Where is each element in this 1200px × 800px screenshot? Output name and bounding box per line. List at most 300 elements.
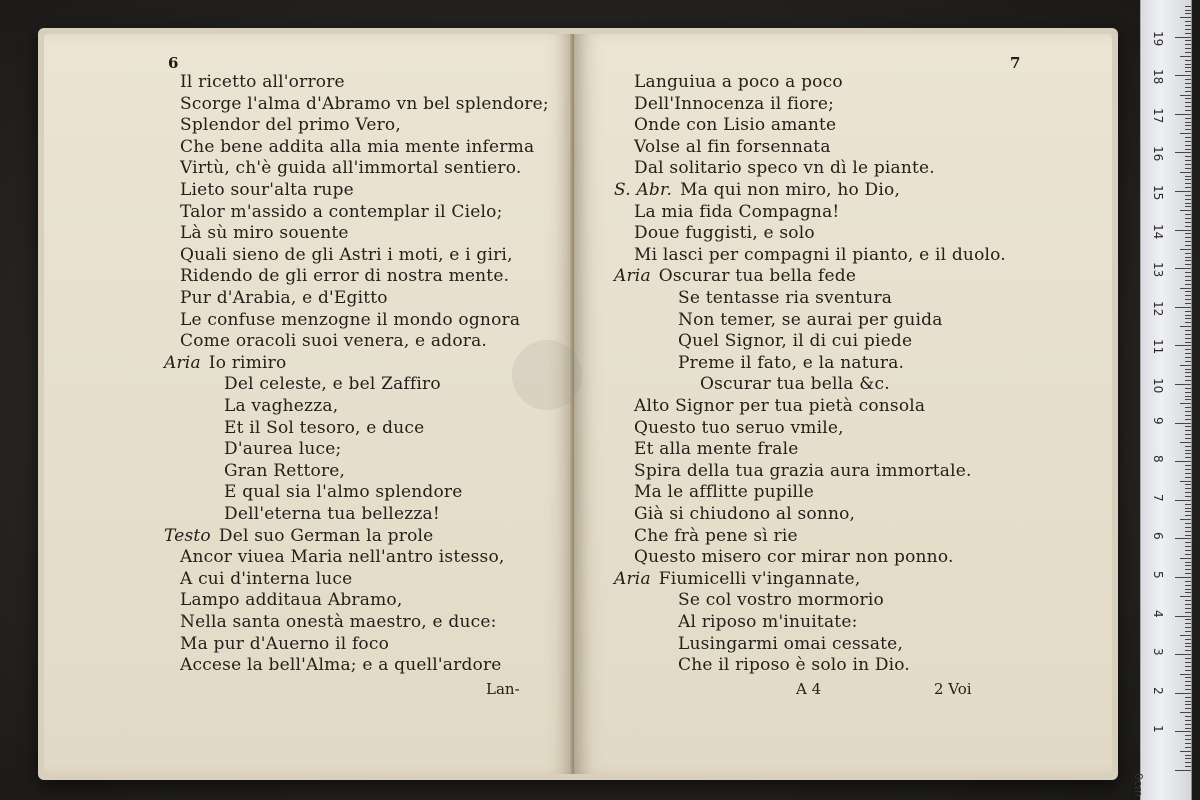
ruler-tick (1185, 430, 1191, 431)
ruler-tick (1185, 446, 1191, 447)
text-line (180, 180, 354, 200)
verse-text: Nella santa onestà maestro, e duce: (180, 612, 497, 632)
text-line (224, 504, 440, 524)
ruler-tick (1185, 10, 1191, 11)
ruler-tick (1175, 577, 1191, 578)
verse-text: Pur d'Arabia, e d'Egitto (180, 288, 388, 308)
right-page-text (574, 34, 1112, 774)
ruler-tick (1180, 751, 1191, 752)
ruler-tick (1185, 253, 1191, 254)
ruler-tick (1185, 758, 1191, 759)
text-line (634, 137, 831, 157)
ruler-tick (1185, 523, 1191, 524)
ruler-tick (1185, 581, 1191, 582)
ruler-tick (1180, 210, 1191, 211)
ruler-tick (1175, 654, 1191, 655)
ruler-number: 9 (1151, 416, 1165, 425)
verse-text: Scorge l'alma d'Abramo vn bel splendore; (180, 93, 549, 114)
ruler-tick (1185, 315, 1191, 316)
text-line (180, 547, 505, 567)
ruler-number: 18 (1151, 69, 1165, 85)
left-page-number: 6 (168, 54, 179, 72)
ruler-tick (1185, 218, 1191, 219)
ruler-tick (1185, 168, 1191, 169)
ruler-number: 1 (1151, 725, 1165, 734)
text-line (700, 374, 890, 394)
verse-text: Talor m'assido a contemplar il Cielo; (180, 201, 503, 222)
verse-text: Fiumicelli v'ingannate, (658, 568, 861, 589)
text-line (224, 461, 345, 481)
ruler-tick (1185, 64, 1191, 65)
text-line (634, 461, 972, 481)
ruler-tick (1185, 303, 1191, 304)
ruler-tick (1185, 411, 1191, 412)
measuring-ruler (1132, 0, 1192, 800)
ruler-number: 13 (1151, 262, 1165, 278)
ruler-number: 8 (1151, 455, 1165, 463)
left-catchword: Lan- (486, 680, 520, 698)
text-line (180, 655, 502, 675)
verse-text: Quel Signor, il di cui piede (678, 331, 913, 352)
ruler-tick (1185, 488, 1191, 489)
ruler-tick (1185, 392, 1191, 393)
text-line (164, 353, 286, 373)
ruler-tick (1185, 372, 1191, 373)
ruler-tick (1180, 288, 1191, 289)
ruler-number: 12 (1151, 300, 1165, 317)
ruler-tick (1185, 419, 1191, 420)
ruler-tick (1185, 272, 1191, 273)
ruler-tick (1185, 550, 1191, 551)
ruler-tick (1185, 67, 1191, 68)
ruler-tick (1185, 612, 1191, 613)
ruler-tick (1185, 199, 1191, 200)
text-line (180, 612, 497, 632)
ruler-tick (1180, 712, 1191, 713)
text-line (180, 331, 487, 351)
ruler-tick (1185, 98, 1191, 99)
ruler-number: 16 (1151, 146, 1165, 162)
text-line (224, 482, 463, 502)
text-line (614, 569, 860, 589)
text-line (180, 223, 349, 243)
ruler-tick (1185, 496, 1191, 497)
ruler-tick (1185, 426, 1191, 427)
verse-text: Lusingarmi omai cessate, (678, 633, 904, 654)
verse-text: Al riposo m'inuitate: (678, 612, 858, 632)
ruler-tick (1180, 326, 1191, 327)
ruler-tick (1185, 187, 1191, 188)
ruler-tick (1185, 83, 1191, 84)
verse-text: Non temer, se aurai per guida (678, 309, 943, 330)
ruler-tick (1185, 118, 1191, 119)
ruler-number: 19 (1151, 30, 1165, 46)
ruler-tick (1175, 693, 1191, 694)
verse-text: Lampo additaua Abramo, (180, 590, 403, 611)
ruler-number: 7 (1151, 493, 1165, 502)
text-line (180, 202, 503, 222)
ruler-tick (1185, 415, 1191, 416)
ruler-number: 3 (1151, 648, 1165, 656)
ruler-tick (1185, 492, 1191, 493)
ruler-number: 4 (1151, 609, 1165, 618)
verse-text: Se col vostro mormorio (678, 590, 884, 611)
text-line (634, 94, 834, 114)
text-line (224, 418, 424, 438)
verse-text: Come oracoli suoi venera, e adora. (180, 331, 488, 352)
text-line (164, 526, 433, 546)
ruler-tick (1185, 565, 1191, 566)
ruler-tick (1185, 484, 1191, 485)
ruler-tick (1180, 172, 1191, 173)
ruler-tick (1185, 87, 1191, 88)
ruler-tick (1185, 361, 1191, 362)
text-line (180, 245, 513, 265)
ruler-tick (1185, 203, 1191, 204)
ruler-tick (1185, 125, 1191, 126)
verse-text: Splendor del primo Vero, (180, 115, 401, 136)
ruler-tick (1185, 600, 1191, 601)
ruler-number: 15 (1151, 185, 1165, 201)
ruler-tick (1175, 423, 1191, 424)
ruler-tick (1185, 195, 1191, 196)
ruler-tick (1185, 25, 1191, 26)
ruler-tick (1185, 264, 1191, 265)
text-line (678, 655, 910, 675)
ruler-tick (1185, 399, 1191, 400)
ruler-tick (1185, 91, 1191, 92)
text-line (180, 266, 509, 286)
verse-text: Ridendo de gli error di nostra mente. (180, 266, 510, 287)
ruler-tick (1185, 257, 1191, 258)
ruler-tick (1185, 631, 1191, 632)
verse-text: Le confuse menzogne il mondo ognora (180, 309, 521, 330)
ruler-tick (1185, 353, 1191, 354)
ruler-number: 17 (1151, 107, 1165, 124)
ruler-tick (1180, 635, 1191, 636)
ruler-tick (1185, 52, 1191, 53)
ruler-tick (1175, 345, 1191, 346)
verse-text: Doue fuggisti, e solo (634, 223, 815, 244)
ruler-tick (1185, 276, 1191, 277)
ruler-tick (1185, 106, 1191, 107)
text-line (634, 245, 1006, 265)
ruler-tick (1185, 650, 1191, 651)
verse-text: A cui d'interna luce (180, 568, 353, 589)
ruler-tick (1185, 388, 1191, 389)
ruler-tick (1185, 573, 1191, 574)
ruler-number: 5 (1151, 571, 1165, 579)
verse-text: Lieto sour'alta rupe (180, 180, 354, 200)
ruler-tick (1185, 214, 1191, 215)
ruler-tick (1185, 477, 1191, 478)
text-line (180, 137, 534, 157)
right-catchword: 2 Voi (934, 680, 972, 698)
watermark-logo (490, 340, 630, 520)
ruler-tick (1180, 365, 1191, 366)
verse-text: Questo tuo seruo vmile, (634, 417, 844, 438)
ruler-tick (1185, 29, 1191, 30)
text-line (180, 158, 521, 178)
ruler-tick (1185, 160, 1191, 161)
verse-text: Et il Sol tesoro, e duce (224, 417, 425, 438)
verse-text: La mia fida Compagna! (634, 201, 840, 222)
ruler-tick (1185, 110, 1191, 111)
text-line (224, 396, 338, 416)
ruler-tick (1185, 504, 1191, 505)
verse-text: Del suo German la prole (218, 525, 434, 546)
ruler-tick (1185, 535, 1191, 536)
ruler-tick (1185, 685, 1191, 686)
verse-text: Che frà pene sì rie (634, 525, 798, 546)
ruler-tick (1175, 770, 1191, 771)
verse-text: Languiua a poco a poco (634, 72, 843, 92)
ruler-tick (1185, 237, 1191, 238)
verse-text: Dell'Innocenza il fiore; (634, 93, 835, 114)
verse-text: Io rimiro (208, 352, 287, 373)
ruler-tick (1185, 6, 1191, 7)
ruler-tick (1185, 284, 1191, 285)
watermark-circle-icon (512, 340, 582, 410)
ruler-tick (1185, 311, 1191, 312)
ruler-tick (1175, 307, 1191, 308)
ruler-tick (1185, 739, 1191, 740)
ruler-tick (1185, 708, 1191, 709)
ruler-tick (1185, 762, 1191, 763)
ruler-tick (1185, 137, 1191, 138)
ruler-tick (1185, 33, 1191, 34)
ruler-tick (1180, 95, 1191, 96)
ruler-tick (1185, 369, 1191, 370)
ruler-tick (1185, 44, 1191, 45)
text-line (634, 418, 844, 438)
text-line (678, 634, 903, 654)
ruler-tick (1180, 519, 1191, 520)
verse-text: Ma pur d'Auerno il foco (180, 633, 390, 654)
ruler-tick (1180, 442, 1191, 443)
ruler-tick (1180, 596, 1191, 597)
ruler-tick (1185, 666, 1191, 667)
speaker-label: Aria (614, 568, 651, 589)
ruler-number: 14 (1151, 223, 1165, 239)
verse-text: Se tentasse ria sventura (678, 288, 893, 308)
verse-text: Del celeste, e bel Zaffiro (224, 374, 441, 395)
ruler-tick (1175, 384, 1191, 385)
verse-text: Gran Rettore, (224, 460, 346, 481)
ruler-tick (1185, 531, 1191, 532)
ruler-tick (1185, 735, 1191, 736)
verse-text: Spira della tua grazia aura immortale. (634, 460, 972, 481)
verse-text: Accese la bell'Alma; e a quell'ardore (180, 655, 502, 676)
ruler-tick (1175, 461, 1191, 462)
ruler-tick (1185, 129, 1191, 130)
verse-text: Onde con Lisio amante (634, 115, 837, 136)
verse-text: D'aurea luce; (224, 439, 342, 460)
ruler-tick (1185, 280, 1191, 281)
text-line (678, 288, 892, 308)
ruler-number: 10 (1151, 378, 1165, 394)
ruler-tick (1185, 658, 1191, 659)
ruler-tick (1175, 37, 1191, 38)
ruler-tick (1185, 755, 1191, 756)
text-line (614, 180, 900, 200)
ruler-tick (1185, 562, 1191, 563)
ruler-tick (1185, 743, 1191, 744)
text-line (678, 331, 912, 351)
ruler-tick (1185, 554, 1191, 555)
ruler-tick (1185, 330, 1191, 331)
ruler-tick (1185, 689, 1191, 690)
text-line (180, 72, 345, 92)
ruler-tick (1185, 697, 1191, 698)
ruler-tick (1185, 450, 1191, 451)
text-line (634, 202, 839, 222)
verse-text: E qual sia l'almo splendore (224, 482, 463, 503)
ruler-tick (1185, 592, 1191, 593)
text-line (180, 115, 401, 135)
ruler-tick (1185, 643, 1191, 644)
ruler-tick (1185, 766, 1191, 767)
ruler-tick (1185, 546, 1191, 547)
ruler-tick (1185, 241, 1191, 242)
verse-text: Ma qui non miro, ho Dio, (680, 180, 901, 200)
ruler-tick (1180, 674, 1191, 675)
ruler-tick (1185, 724, 1191, 725)
text-line (224, 439, 341, 459)
ruler-unit: 0cm (1132, 773, 1145, 797)
ruler-tick (1185, 527, 1191, 528)
verse-text: Oscurar tua bella fede (658, 266, 857, 287)
verse-text: Questo misero cor mirar non ponno. (634, 547, 954, 568)
ruler-tick (1185, 376, 1191, 377)
text-line (634, 439, 798, 459)
ruler-tick (1185, 102, 1191, 103)
ruler-number: 6 (1151, 532, 1165, 541)
ruler-tick (1185, 508, 1191, 509)
ruler-tick (1185, 338, 1191, 339)
ruler-tick (1185, 334, 1191, 335)
ruler-tick (1185, 245, 1191, 246)
ruler-tick (1185, 349, 1191, 350)
ruler-tick (1185, 342, 1191, 343)
verse-text: Ma le afflitte pupille (634, 482, 815, 503)
ruler-tick (1185, 542, 1191, 543)
ruler-tick (1185, 662, 1191, 663)
ruler-tick (1185, 357, 1191, 358)
ruler-tick (1185, 589, 1191, 590)
ruler-tick (1185, 322, 1191, 323)
ruler-tick (1185, 141, 1191, 142)
ruler-tick (1185, 608, 1191, 609)
text-line (180, 288, 388, 308)
ruler-tick (1185, 627, 1191, 628)
ruler-tick (1185, 473, 1191, 474)
ruler-tick (1185, 457, 1191, 458)
ruler-tick (1185, 716, 1191, 717)
speaker-label: S. Abr. (614, 180, 673, 200)
ruler-tick (1185, 380, 1191, 381)
text-line (224, 374, 441, 394)
speaker-label: Aria (164, 352, 201, 373)
ruler-tick (1185, 619, 1191, 620)
ruler-tick (1185, 48, 1191, 49)
verse-text: Ancor viuea Maria nell'antro istesso, (180, 547, 505, 568)
ruler-tick (1175, 731, 1191, 732)
text-line (634, 72, 843, 92)
verse-text: Virtù, ch'è guida all'immortal sentiero. (180, 158, 522, 179)
verse-text: Quali sieno de gli Astri i moti, e i giri, (180, 244, 513, 265)
right-page (574, 34, 1112, 774)
ruler-tick (1185, 156, 1191, 157)
text-line (180, 94, 549, 114)
ruler-tick (1185, 646, 1191, 647)
verse-text: Che il riposo è solo in Dio. (678, 655, 911, 676)
ruler-tick (1175, 538, 1191, 539)
text-line (634, 115, 836, 135)
ruler-tick (1185, 453, 1191, 454)
ruler-tick (1185, 71, 1191, 72)
ruler-tick (1185, 681, 1191, 682)
ruler-tick (1175, 114, 1191, 115)
text-line (678, 310, 943, 330)
text-line (634, 526, 798, 546)
ruler-tick (1185, 511, 1191, 512)
ruler-tick (1185, 701, 1191, 702)
ruler-tick (1180, 249, 1191, 250)
verse-text: Dell'eterna tua bellezza! (224, 504, 440, 524)
ruler-tick (1180, 56, 1191, 57)
ruler-tick (1185, 639, 1191, 640)
ruler-tick (1185, 670, 1191, 671)
ruler-tick (1185, 260, 1191, 261)
ruler-tick (1185, 295, 1191, 296)
verse-text: Volse al fin forsennata (634, 136, 831, 157)
ruler-tick (1185, 396, 1191, 397)
ruler-tick (1185, 434, 1191, 435)
ruler-tick (1185, 318, 1191, 319)
ruler-tick (1185, 164, 1191, 165)
verse-text: Dal solitario speco vn dì le piante. (634, 158, 935, 179)
ruler-tick (1185, 145, 1191, 146)
ruler-tick (1185, 21, 1191, 22)
ruler-tick (1185, 179, 1191, 180)
ruler-tick (1180, 17, 1191, 18)
text-line (180, 590, 402, 610)
ruler-tick (1185, 226, 1191, 227)
verse-text: Che bene addita alla mia mente inferma (180, 136, 535, 157)
ruler-tick (1185, 40, 1191, 41)
verse-text: Il ricetto all'orrore (180, 72, 345, 92)
ruler-tick (1180, 558, 1191, 559)
signature-mark: A 4 (796, 680, 822, 698)
verse-text: Già si chiudono al sonno, (634, 504, 856, 524)
ruler-tick (1175, 616, 1191, 617)
text-line (634, 482, 814, 502)
ruler-tick (1185, 438, 1191, 439)
text-line (634, 158, 935, 178)
ruler-tick (1185, 728, 1191, 729)
text-line (180, 569, 352, 589)
ruler-tick (1185, 704, 1191, 705)
ruler-tick (1180, 403, 1191, 404)
ruler-tick (1185, 183, 1191, 184)
text-line (634, 396, 925, 416)
text-line (678, 353, 904, 373)
text-line (180, 310, 520, 330)
ruler-tick (1180, 133, 1191, 134)
verse-text: Et alla mente frale (634, 439, 799, 460)
ruler-tick (1185, 623, 1191, 624)
